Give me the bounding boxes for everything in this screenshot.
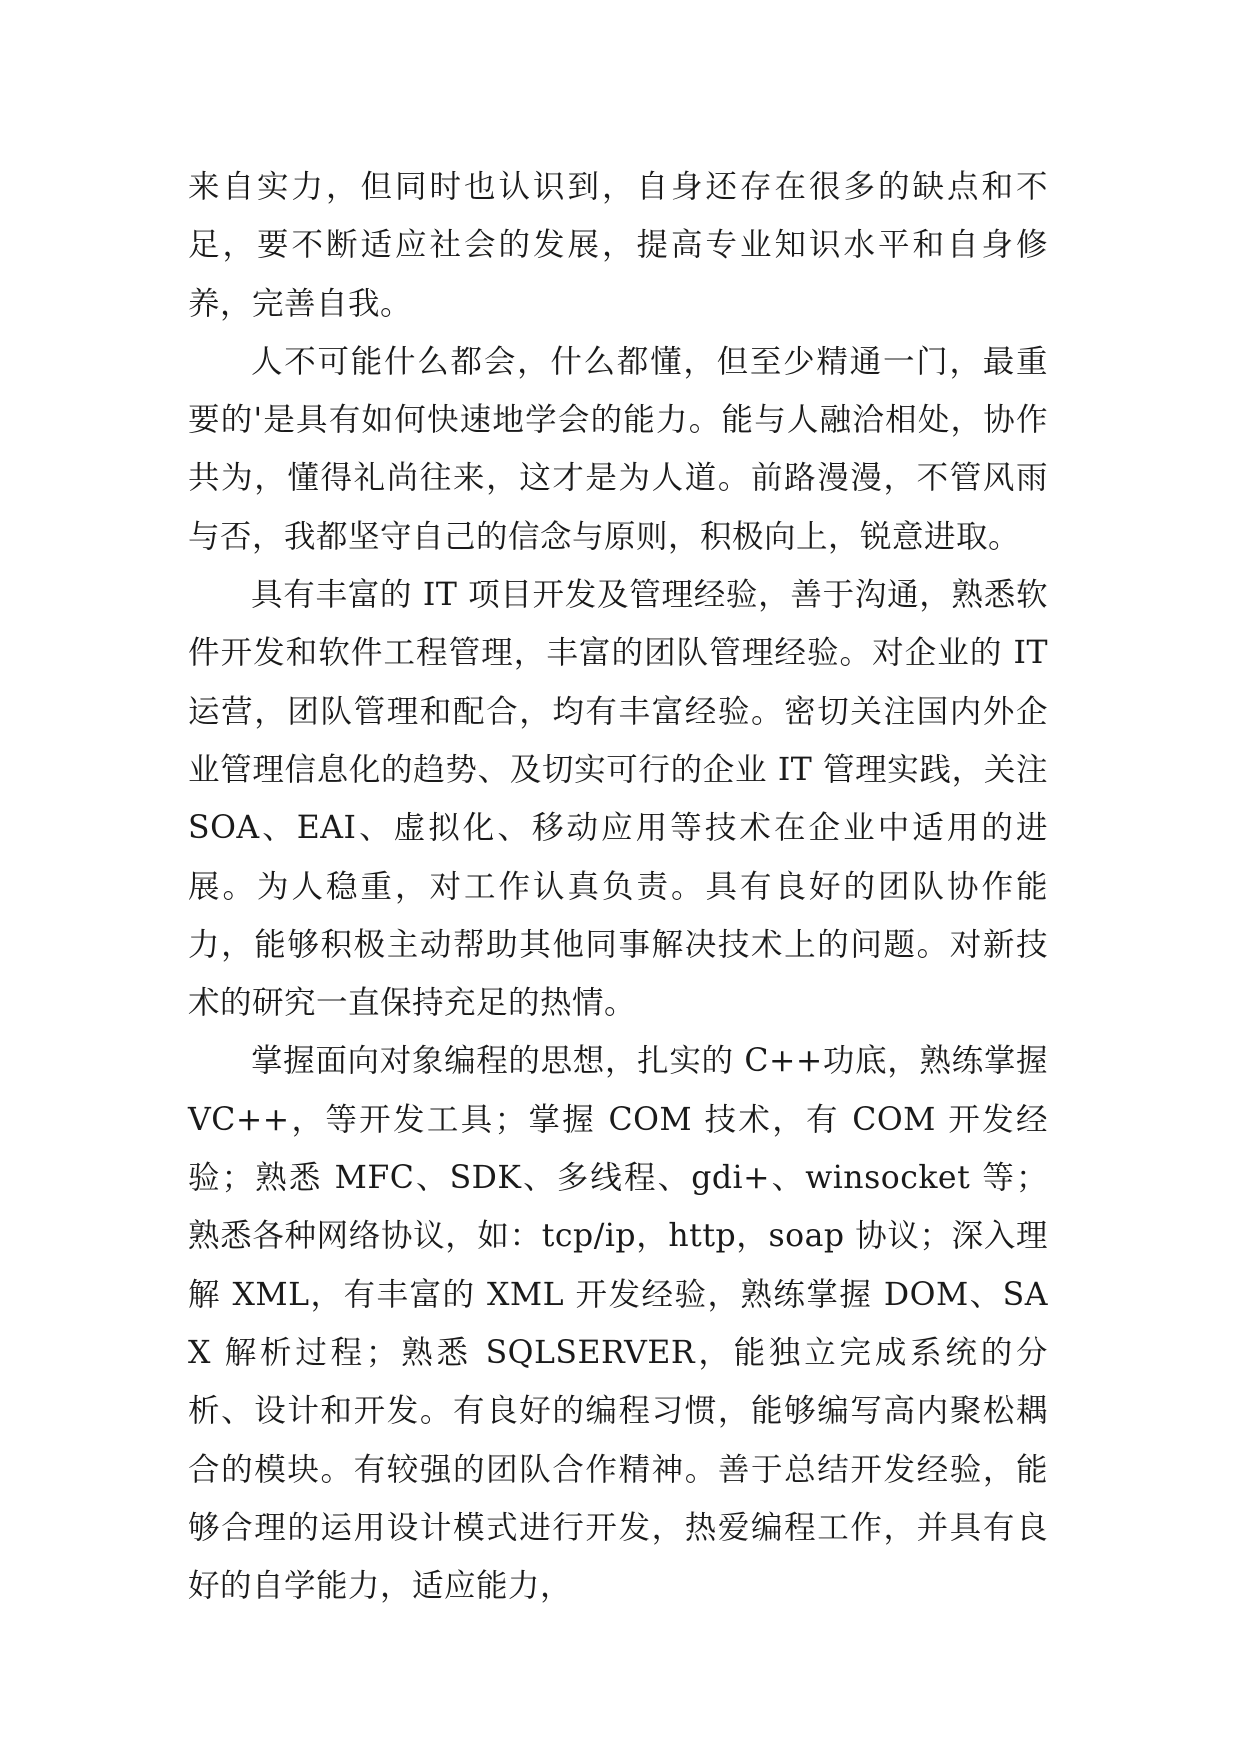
paragraph-1: 来自实力，但同时也认识到，自身还存在很多的缺点和不足，要不断适应社会的发展，提高专业知识水平和自身修养，完善自我。 xyxy=(188,169,1048,322)
paragraph-3: 具有丰富的 IT 项目开发及管理经验，善于沟通，熟悉软件开发和软件工程管理，丰富的团队管理经验。对企业的 IT 运营，团队管理和配合，均有丰富经验。密切关注国内外企业管理信息化的趋势、及切实可行的企业 IT 管理实践，关注 SOA、EAI、虚拟化、移动应用等技术在企业中适用的进展。为人稳重，对工作认真负责。具有良好的团队协作能力，能够积极主动帮助其他同事解决技术上的问题。对新技术的研究一直保持充足的热情。 xyxy=(188,577,1048,1022)
paragraph-4: 掌握面向对象编程的思想，扎实的 C++功底，熟练掌握 VC++，等开发工具；掌握 COM 技术，有 COM 开发经验；熟悉 MFC、SDK、多线程、gdi+、winsocket 等；熟悉各种网络协议，如：tcp/ip，http，soap 协议；深入理解 XML，有丰富的 XML 开发经验，熟练掌握 DOM、SAX 解析过程；熟悉 SQLSERVER，能独立完成系统的分析、设计和开发。有良好的编程习惯，能够编写高内聚松耦合的模块。有较强的团队合作精神。善于总结开发经验，能够合理的运用设计模式进行开发，热爱编程工作，并具有良好的自学能力，适应能力， xyxy=(188,1043,1048,1605)
body-text xyxy=(188,158,1048,1615)
paragraph-2: 人不可能什么都会，什么都懂，但至少精通一门，最重要的'是具有如何快速地学会的能力。能与人融洽相处，协作共为，懂得礼尚往来，这才是为人道。前路漫漫，不管风雨与否，我都坚守自己的信念与原则，积极向上，锐意进取。 xyxy=(188,343,1048,555)
